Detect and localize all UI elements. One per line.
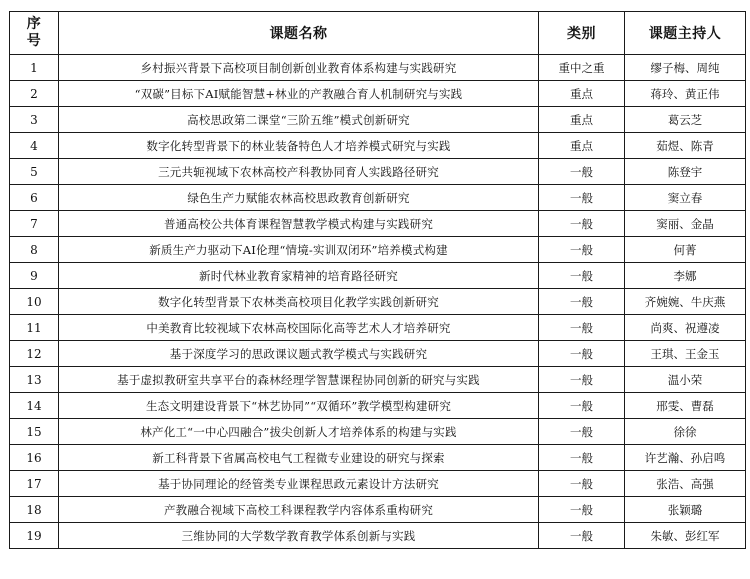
table-header [10, 12, 746, 55]
row-title: 中美教育比较视域下农林高校国际化高等艺术人才培养研究 [59, 315, 539, 341]
row-category: 一般 [539, 445, 625, 471]
row-number: 3 [10, 107, 59, 133]
row-host: 尚爽、祝遵凌 [625, 315, 746, 341]
row-title: 三元共轭视域下农林高校产科教协同育人实践路径研究 [59, 159, 539, 185]
row-number: 4 [10, 133, 59, 159]
row-title: 乡村振兴背景下高校项目制创新创业教育体系构建与实践研究 [59, 55, 539, 81]
row-title: 基于协同理论的经管类专业课程思政元素设计方法研究 [59, 471, 539, 497]
row-title: 林产化工“一中心四融合”拔尖创新人才培养体系的构建与实践 [59, 419, 539, 445]
header-number [10, 12, 59, 55]
table-row [10, 81, 746, 107]
row-host: 蒋玲、黄正伟 [625, 81, 746, 107]
row-host: 温小荣 [625, 367, 746, 393]
row-title: 新时代林业教育家精神的培育路径研究 [59, 263, 539, 289]
row-category: 一般 [539, 497, 625, 523]
row-category: 一般 [539, 263, 625, 289]
table-row [10, 471, 746, 497]
row-number: 1 [10, 55, 59, 81]
header-number-line2: 号 [26, 33, 42, 49]
header-category: 类别 [539, 12, 625, 55]
row-host: 徐徐 [625, 419, 746, 445]
row-title: 绿色生产力赋能农林高校思政教育创新研究 [59, 185, 539, 211]
project-table [9, 11, 746, 549]
row-title: 普通高校公共体育课程智慧教学模式构建与实践研究 [59, 211, 539, 237]
row-category: 一般 [539, 523, 625, 549]
table-row [10, 341, 746, 367]
header-host: 课题主持人 [625, 12, 746, 55]
row-number: 16 [10, 445, 59, 471]
row-host: 陈登宇 [625, 159, 746, 185]
header-title: 课题名称 [59, 12, 539, 55]
row-title: 新工科背景下省属高校电气工程微专业建设的研究与探索 [59, 445, 539, 471]
table-row [10, 211, 746, 237]
row-title: 三维协同的大学数学教育教学体系创新与实践 [59, 523, 539, 549]
row-host: 齐婉婉、牛庆燕 [625, 289, 746, 315]
table-row [10, 393, 746, 419]
row-title: 高校思政第二课堂“三阶五维”模式创新研究 [59, 107, 539, 133]
row-category: 一般 [539, 419, 625, 445]
row-host: 张浩、高强 [625, 471, 746, 497]
row-category: 重点 [539, 107, 625, 133]
row-category: 重中之重 [539, 55, 625, 81]
row-number: 15 [10, 419, 59, 445]
table-row [10, 315, 746, 341]
row-category: 一般 [539, 211, 625, 237]
row-number: 12 [10, 341, 59, 367]
header-number-line1: 序 [26, 16, 42, 32]
table-row [10, 185, 746, 211]
row-title: 基于深度学习的思政课议题式教学模式与实践研究 [59, 341, 539, 367]
table-row [10, 237, 746, 263]
row-number: 9 [10, 263, 59, 289]
table-row [10, 445, 746, 471]
row-host: 邢雯、曹磊 [625, 393, 746, 419]
row-number: 14 [10, 393, 59, 419]
row-host: 许艺瀚、孙启鸣 [625, 445, 746, 471]
row-host: 窦立春 [625, 185, 746, 211]
row-category: 一般 [539, 341, 625, 367]
row-category: 一般 [539, 393, 625, 419]
row-category: 一般 [539, 185, 625, 211]
row-title: 产教融合视域下高校工科课程教学内容体系重构研究 [59, 497, 539, 523]
table-row [10, 263, 746, 289]
row-host: 张颖璐 [625, 497, 746, 523]
row-number: 6 [10, 185, 59, 211]
row-host: 何菁 [625, 237, 746, 263]
row-host: 王琪、王金玉 [625, 341, 746, 367]
row-category: 一般 [539, 367, 625, 393]
row-category: 重点 [539, 133, 625, 159]
row-number: 18 [10, 497, 59, 523]
row-host: 窦丽、金晶 [625, 211, 746, 237]
table-row [10, 55, 746, 81]
row-number: 10 [10, 289, 59, 315]
row-title: 基于虚拟教研室共享平台的森林经理学智慧课程协同创新的研究与实践 [59, 367, 539, 393]
table-row [10, 523, 746, 549]
table-row [10, 367, 746, 393]
row-number: 19 [10, 523, 59, 549]
row-host: 茹煜、陈青 [625, 133, 746, 159]
row-number: 2 [10, 81, 59, 107]
row-number: 5 [10, 159, 59, 185]
table-row [10, 107, 746, 133]
table-body [10, 55, 746, 549]
row-number: 13 [10, 367, 59, 393]
row-number: 7 [10, 211, 59, 237]
table-row [10, 133, 746, 159]
row-category: 重点 [539, 81, 625, 107]
row-number: 17 [10, 471, 59, 497]
row-host: 缪子梅、周纯 [625, 55, 746, 81]
table-row [10, 159, 746, 185]
row-category: 一般 [539, 237, 625, 263]
row-title: 数字化转型背景下农林类高校项目化教学实践创新研究 [59, 289, 539, 315]
row-host: 朱敏、彭红军 [625, 523, 746, 549]
row-host: 李娜 [625, 263, 746, 289]
table-row [10, 419, 746, 445]
row-title: 生态文明建设背景下“林艺协同”“双循环”教学模型构建研究 [59, 393, 539, 419]
row-category: 一般 [539, 471, 625, 497]
row-number: 8 [10, 237, 59, 263]
table-row [10, 497, 746, 523]
table-row [10, 289, 746, 315]
row-title: 新质生产力驱动下AI伦理“情境-实训双闭环”培养模式构建 [59, 237, 539, 263]
row-title: “双碳”目标下AI赋能智慧+林业的产教融合育人机制研究与实践 [59, 81, 539, 107]
row-host: 葛云芝 [625, 107, 746, 133]
row-number: 11 [10, 315, 59, 341]
row-category: 一般 [539, 289, 625, 315]
row-category: 一般 [539, 315, 625, 341]
row-category: 一般 [539, 159, 625, 185]
header-row [10, 12, 746, 55]
row-title: 数字化转型背景下的林业装备特色人才培养模式研究与实践 [59, 133, 539, 159]
